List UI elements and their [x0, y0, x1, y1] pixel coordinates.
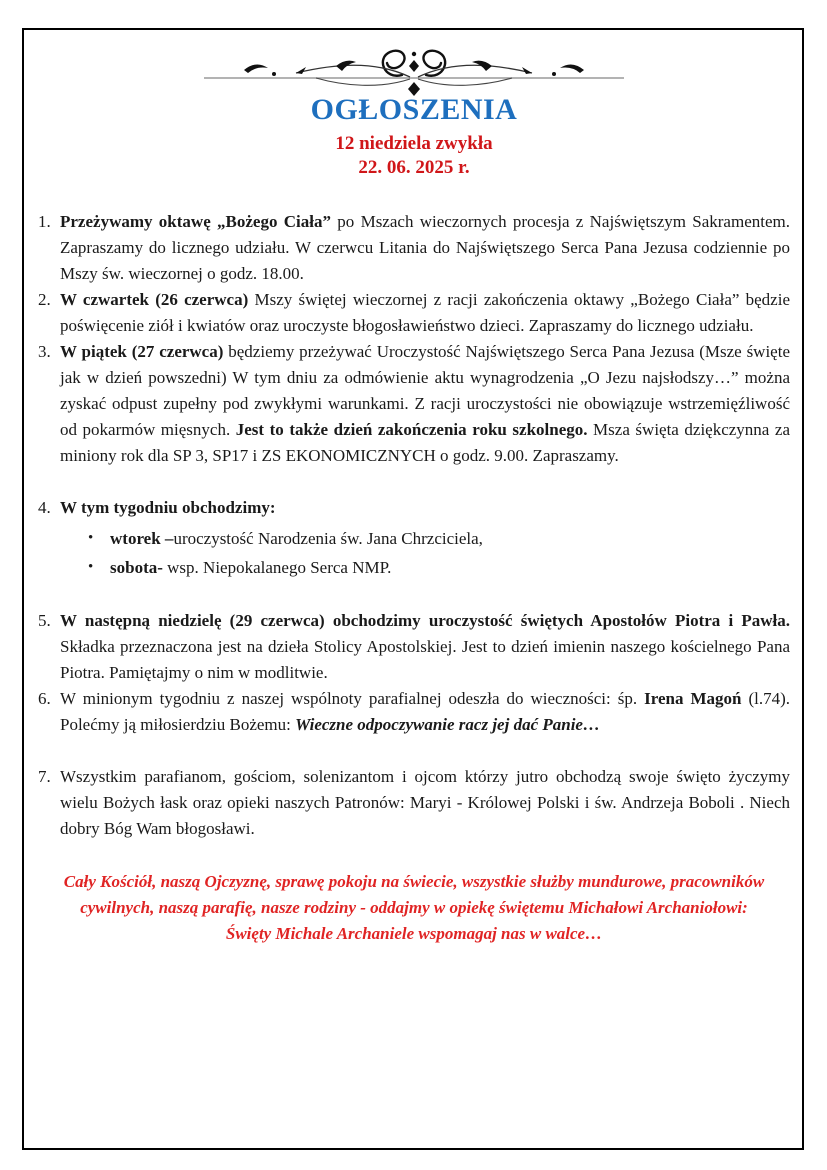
footer-prayer-line1: Cały Kościół, naszą Ojczyznę, sprawę pokoju na świecie, wszystkie służby mundurowe, pracowników cywilnych, naszą parafię, nasze rodziny - oddajmy w opiekę świętemu Michałowi Archaniołowi: — [63, 871, 765, 917]
text-segment: będziemy przeżywać Uroczystość Najświętszego Serca Pana Jezusa (Msze święte jak w dzień powszedni) W tym dniu za odmówienie aktu wynagrodzenia „O Jezu najsłodszy…” można zyskać odpust zupełny pod zwykłymi warunkami. Z racji uroczystości nie obowiązuje wstrzemięźliwość od pokarmów mięsnych. — [60, 341, 791, 439]
item-number: 3. — [38, 341, 51, 361]
text-segment: W następną niedzielę (29 czerwca) obchodzimy uroczystość świętych Apostołów Piotra i Pawła. — [60, 610, 790, 630]
bullet-dot-icon: • — [88, 558, 94, 575]
announcement-item — [38, 608, 790, 686]
bullet-item — [60, 524, 790, 553]
page-subtitle: 12 niedziela zwykła — [335, 132, 493, 154]
text-segment: Wieczne odpoczywanie racz jej dać Panie… — [295, 714, 600, 734]
text-segment: Mszy świętej wieczornej z racji zakończenia oktawy „Bożego Ciała” będzie poświęcenie ziół i kwiatów oraz uroczyste błogosławieństwo dzieci. Zapraszamy do licznego udziału. — [60, 289, 791, 335]
text-segment: W tym tygodniu obchodzimy: — [60, 497, 276, 517]
text-segment: W minionym tygodniu z naszej wspólnoty parafialnej odeszła do wieczności: śp. — [60, 688, 645, 708]
page-title: OGŁOSZENIA — [310, 93, 518, 126]
text-segment: Msza święta dziękczynna za miniony rok dla SP 3, SP17 i ZS EKONOMICZNYCH o godz. 9.00. Zapraszamy. — [60, 419, 790, 465]
page-frame — [22, 28, 804, 1150]
text-segment: wsp. Niepokalanego Serca NMP. — [162, 557, 392, 577]
text-segment: (l.74). Polećmy ją miłosierdziu Bożemu: — [60, 688, 790, 734]
announcement-item — [38, 686, 790, 738]
text-segment: sobota- — [110, 557, 163, 577]
announcement-item — [38, 287, 790, 339]
text-segment: Irena Magoń — [644, 688, 749, 708]
page-date: 22. 06. 2025 r. — [358, 156, 470, 178]
announcement-item — [38, 495, 790, 582]
bullet-item — [60, 553, 790, 582]
bullet-dot-icon: • — [88, 529, 94, 546]
text-segment: Jest to także dzień zakończenia roku szkolnego. — [235, 419, 594, 439]
item-number: 1. — [38, 211, 51, 231]
announcements-list — [38, 209, 790, 842]
announcement-item — [38, 209, 790, 287]
item-number: 7. — [38, 766, 51, 786]
text-segment: wtorek – — [110, 528, 174, 548]
text-segment: Składka przeznaczona jest na dzieła Stolicy Apostolskiej. Jest to dzień imienin naszego kościelnego Pana Piotra. Pamiętajmy o nim w modlitwie. — [60, 636, 790, 682]
announcement-item — [38, 764, 790, 842]
text-segment: W piątek (27 czerwca) — [60, 341, 229, 361]
text-segment: po Mszach wieczornych procesja z Najświętszym Sakramentem. Zapraszamy do licznego udziału. W czerwcu Litania do Najświętszego Serca Pana Jezusa codziennie po Mszy św. wieczornej o godz. 18.00. — [60, 211, 790, 283]
text-segment: Wszystkim parafianom, gościom, solenizantom i ojcom którzy jutro obchodzą swoje święto życzymy wielu Bożych łask oraz opieki naszych Patronów: Maryi - Królowej Polski i św. Andrzeja Boboli . Niech dobry Bóg Wam błogosławi. — [60, 766, 790, 838]
footer-prayer-line2: Święty Michale Archaniele wspomagaj nas w walce… — [225, 923, 603, 943]
item-number: 5. — [38, 610, 51, 630]
announcement-item — [38, 339, 790, 469]
text-segment: W czwartek (26 czerwca) — [60, 289, 255, 309]
text-segment: uroczystość Narodzenia św. Jana Chrzciciela, — [173, 528, 483, 548]
bullet-list — [60, 524, 790, 582]
item-number: 4. — [38, 497, 51, 517]
footer-prayer-block — [38, 869, 790, 947]
item-number: 2. — [38, 289, 51, 309]
text-segment: Przeżywamy oktawę „Bożego Ciała” — [60, 211, 338, 231]
item-number: 6. — [38, 688, 51, 708]
flourish-divider-icon — [204, 42, 624, 98]
